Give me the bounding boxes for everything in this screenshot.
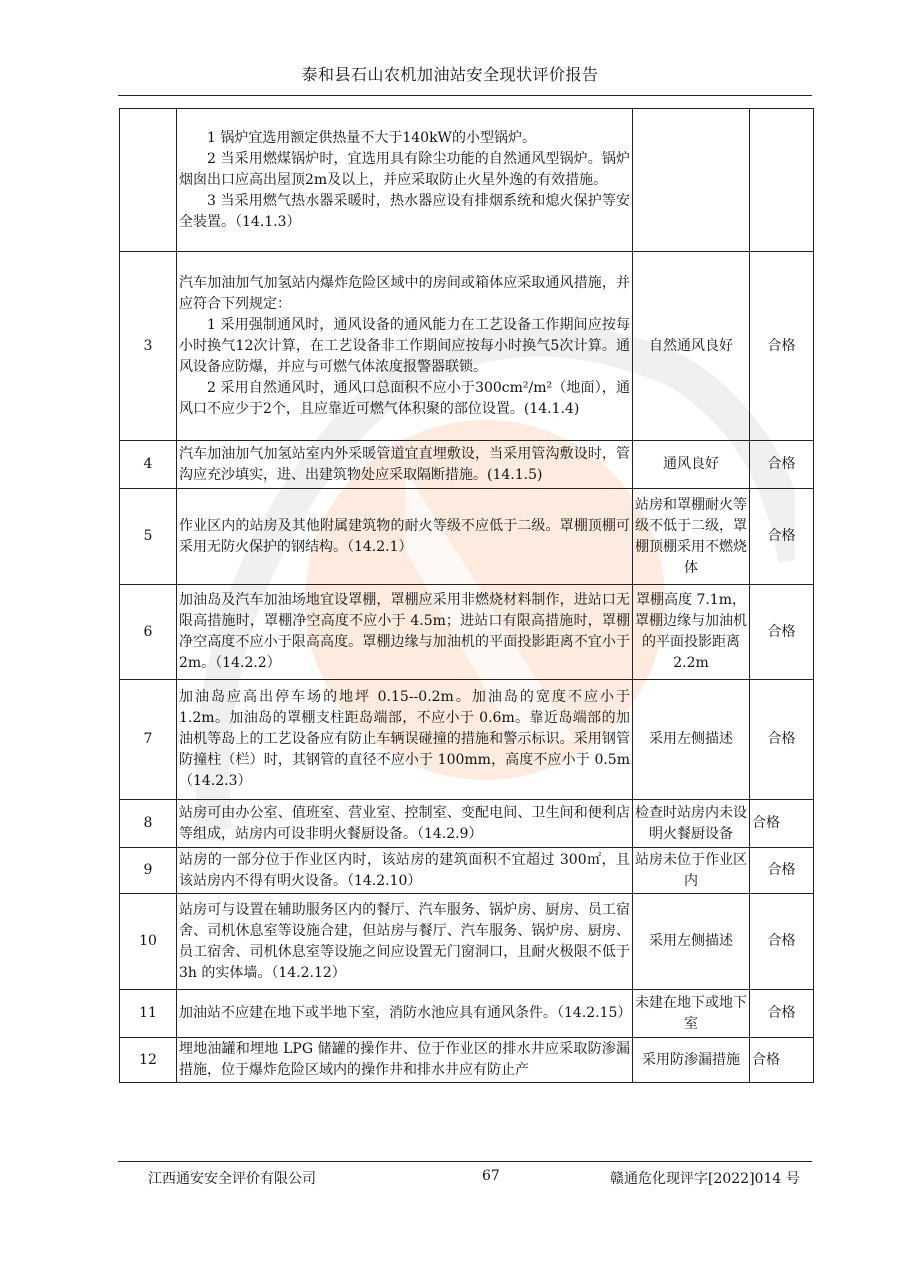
table-row: [120, 109, 814, 252]
conclusion-cell: 合格: [750, 680, 814, 800]
row-number: 9: [120, 848, 177, 894]
row-number: 12: [120, 1038, 177, 1083]
conclusion-cell: 合格: [750, 441, 814, 489]
footer-company: 江西通安安全评价有限公司: [148, 1171, 316, 1187]
result-cell: 罩棚高度 7.1m，罩棚边缘与加油机的平面投影距离 2.2m: [633, 585, 750, 680]
page-header: 泰和县石山农机加油站安全现状评价报告: [301, 65, 599, 84]
table-row: [120, 680, 814, 800]
requirement-cell: 站房可与设置在辅助服务区内的餐厅、汽车服务、锅炉房、厨房、员工宿舍、司机休息室等设施合建，但站房与餐厅、汽车服务、锅炉房、厨房、员工宿舍、司机休息室等设施之间应设置无门窗洞口，且耐火极限不低于 3h 的实体墙。（14.2.12）: [177, 894, 633, 990]
requirement-cell: 埋地油罐和埋地 LPG 储罐的操作井、位于作业区的排水井应采取防渗漏措施，位于爆炸危险区域内的操作井和排水井应有防止产: [177, 1038, 633, 1083]
table-row: [120, 1038, 814, 1083]
conclusion-cell: 合格: [750, 990, 814, 1038]
table-row: [120, 894, 814, 990]
requirement-cell: 站房可由办公室、值班室、营业室、控制室、变配电间、卫生间和便利店等组成，站房内可设非明火餐厨设备。（14.2.9）: [177, 800, 633, 848]
footer-report-code: 赣通危化现评字[2022]014 号: [610, 1171, 800, 1187]
result-cell: [633, 109, 750, 252]
conclusion-cell: 合格: [750, 848, 814, 894]
row-number: 3: [120, 252, 177, 441]
table-row: [120, 441, 814, 489]
requirement-cell: 1 锅炉宜选用额定供热量不大于140kW的小型锅炉。 2 当采用燃煤锅炉时，宜选用具有除尘功能的自然通风型锅炉。锅炉烟囱出口应高出屋顶2m及以上，并应采取防止火星外逸的有效措施。 3 当采用燃气热水器采暖时，热水器应设有排烟系统和熄火保护等安全装置。（14.1.3）: [177, 109, 633, 252]
row-number: 5: [120, 489, 177, 585]
footer-page-number: 67: [482, 1168, 500, 1184]
row-number: 7: [120, 680, 177, 800]
row-number: 8: [120, 800, 177, 848]
requirement-cell: 加油岛应高出停车场的地坪 0.15--0.2m。加油岛的宽度不应小于 1.2m。加油岛的罩棚支柱距岛端部，不应小于 0.6m。靠近岛端部的加油机等岛上的工艺设备应有防止车辆误碰撞的措施和警示标识。采用钢管防撞柱（栏）时，其钢管的直径不应小于 100mm，高度不应小于 0.5m（14.2.3）: [177, 680, 633, 800]
conclusion-cell: 合格: [750, 585, 814, 680]
conclusion-cell: 合格: [750, 252, 814, 441]
table-row: [120, 990, 814, 1038]
result-cell: 检查时站房内未设明火餐厨设备: [633, 800, 750, 848]
requirement-cell: 加油岛及汽车加油场地宜设罩棚，罩棚应采用非燃烧材料制作，进站口无限高措施时，罩棚净空高度不应小于 4.5m；进站口有限高措施时，罩棚净空高度不应小于限高高度。罩棚边缘与加油机的平面投影距离不宜小于 2m。（14.2.2）: [177, 585, 633, 680]
row-number: 11: [120, 990, 177, 1038]
row-number: 4: [120, 441, 177, 489]
result-cell: 未建在地下或地下室: [633, 990, 750, 1038]
result-cell: 采用防渗漏措施: [633, 1038, 750, 1083]
conclusion-cell: 合格: [750, 894, 814, 990]
requirement-cell: 汽车加油加气加氢站内爆炸危险区域中的房间或箱体应采取通风措施，并应符合下列规定： 1 采用强制通风时，通风设备的通风能力在工艺设备工作期间应按每小时换气12次计算，在工艺设备非工作期间应按每小时换气5次计算。通风设备应防爆，并应与可燃气体浓度报警器联锁。 2 采用自然通风时，通风口总面积不应小于300cm²/m²（地面），通风口不应少于2个，且应靠近可燃气体积聚的部位设置。(14.1.4): [177, 252, 633, 441]
row-number: 10: [120, 894, 177, 990]
result-cell: 站房和罩棚耐火等级不低于二级，罩棚顶棚采用不燃烧体: [633, 489, 750, 585]
evaluation-table: [119, 108, 814, 1083]
row-number: 6: [120, 585, 177, 680]
table-row: [120, 585, 814, 680]
result-cell: 采用左侧描述: [633, 894, 750, 990]
result-cell: 采用左侧描述: [633, 680, 750, 800]
table-row: [120, 800, 814, 848]
table-row: [120, 848, 814, 894]
row-number: [120, 109, 177, 252]
requirement-cell: 加油站不应建在地下或半地下室，消防水池应具有通风条件。（14.2.15）: [177, 990, 633, 1038]
table-row: [120, 252, 814, 441]
requirement-cell: 作业区内的站房及其他附属建筑物的耐火等级不应低于二级。罩棚顶棚可采用无防火保护的钢结构。（14.2.1）: [177, 489, 633, 585]
result-cell: 站房未位于作业区内: [633, 848, 750, 894]
requirement-cell: 汽车加油加气加氢站室内外采暖管道宜直埋敷设，当采用管沟敷设时，管沟应充沙填实，进、出建筑物处应采取隔断措施。(14.1.5): [177, 441, 633, 489]
conclusion-cell: 合格: [750, 1038, 814, 1083]
table-row: [120, 489, 814, 585]
result-cell: 通风良好: [633, 441, 750, 489]
result-cell: 自然通风良好: [633, 252, 750, 441]
footer-rule: [118, 1161, 812, 1162]
requirement-cell: 站房的一部分位于作业区内时，该站房的建筑面积不宜超过 300㎡，且该站房内不得有明火设备。（14.2.10）: [177, 848, 633, 894]
header-rule: [118, 95, 812, 96]
conclusion-cell: 合格: [750, 489, 814, 585]
conclusion-cell: [750, 109, 814, 252]
conclusion-cell: 合格: [750, 800, 814, 848]
